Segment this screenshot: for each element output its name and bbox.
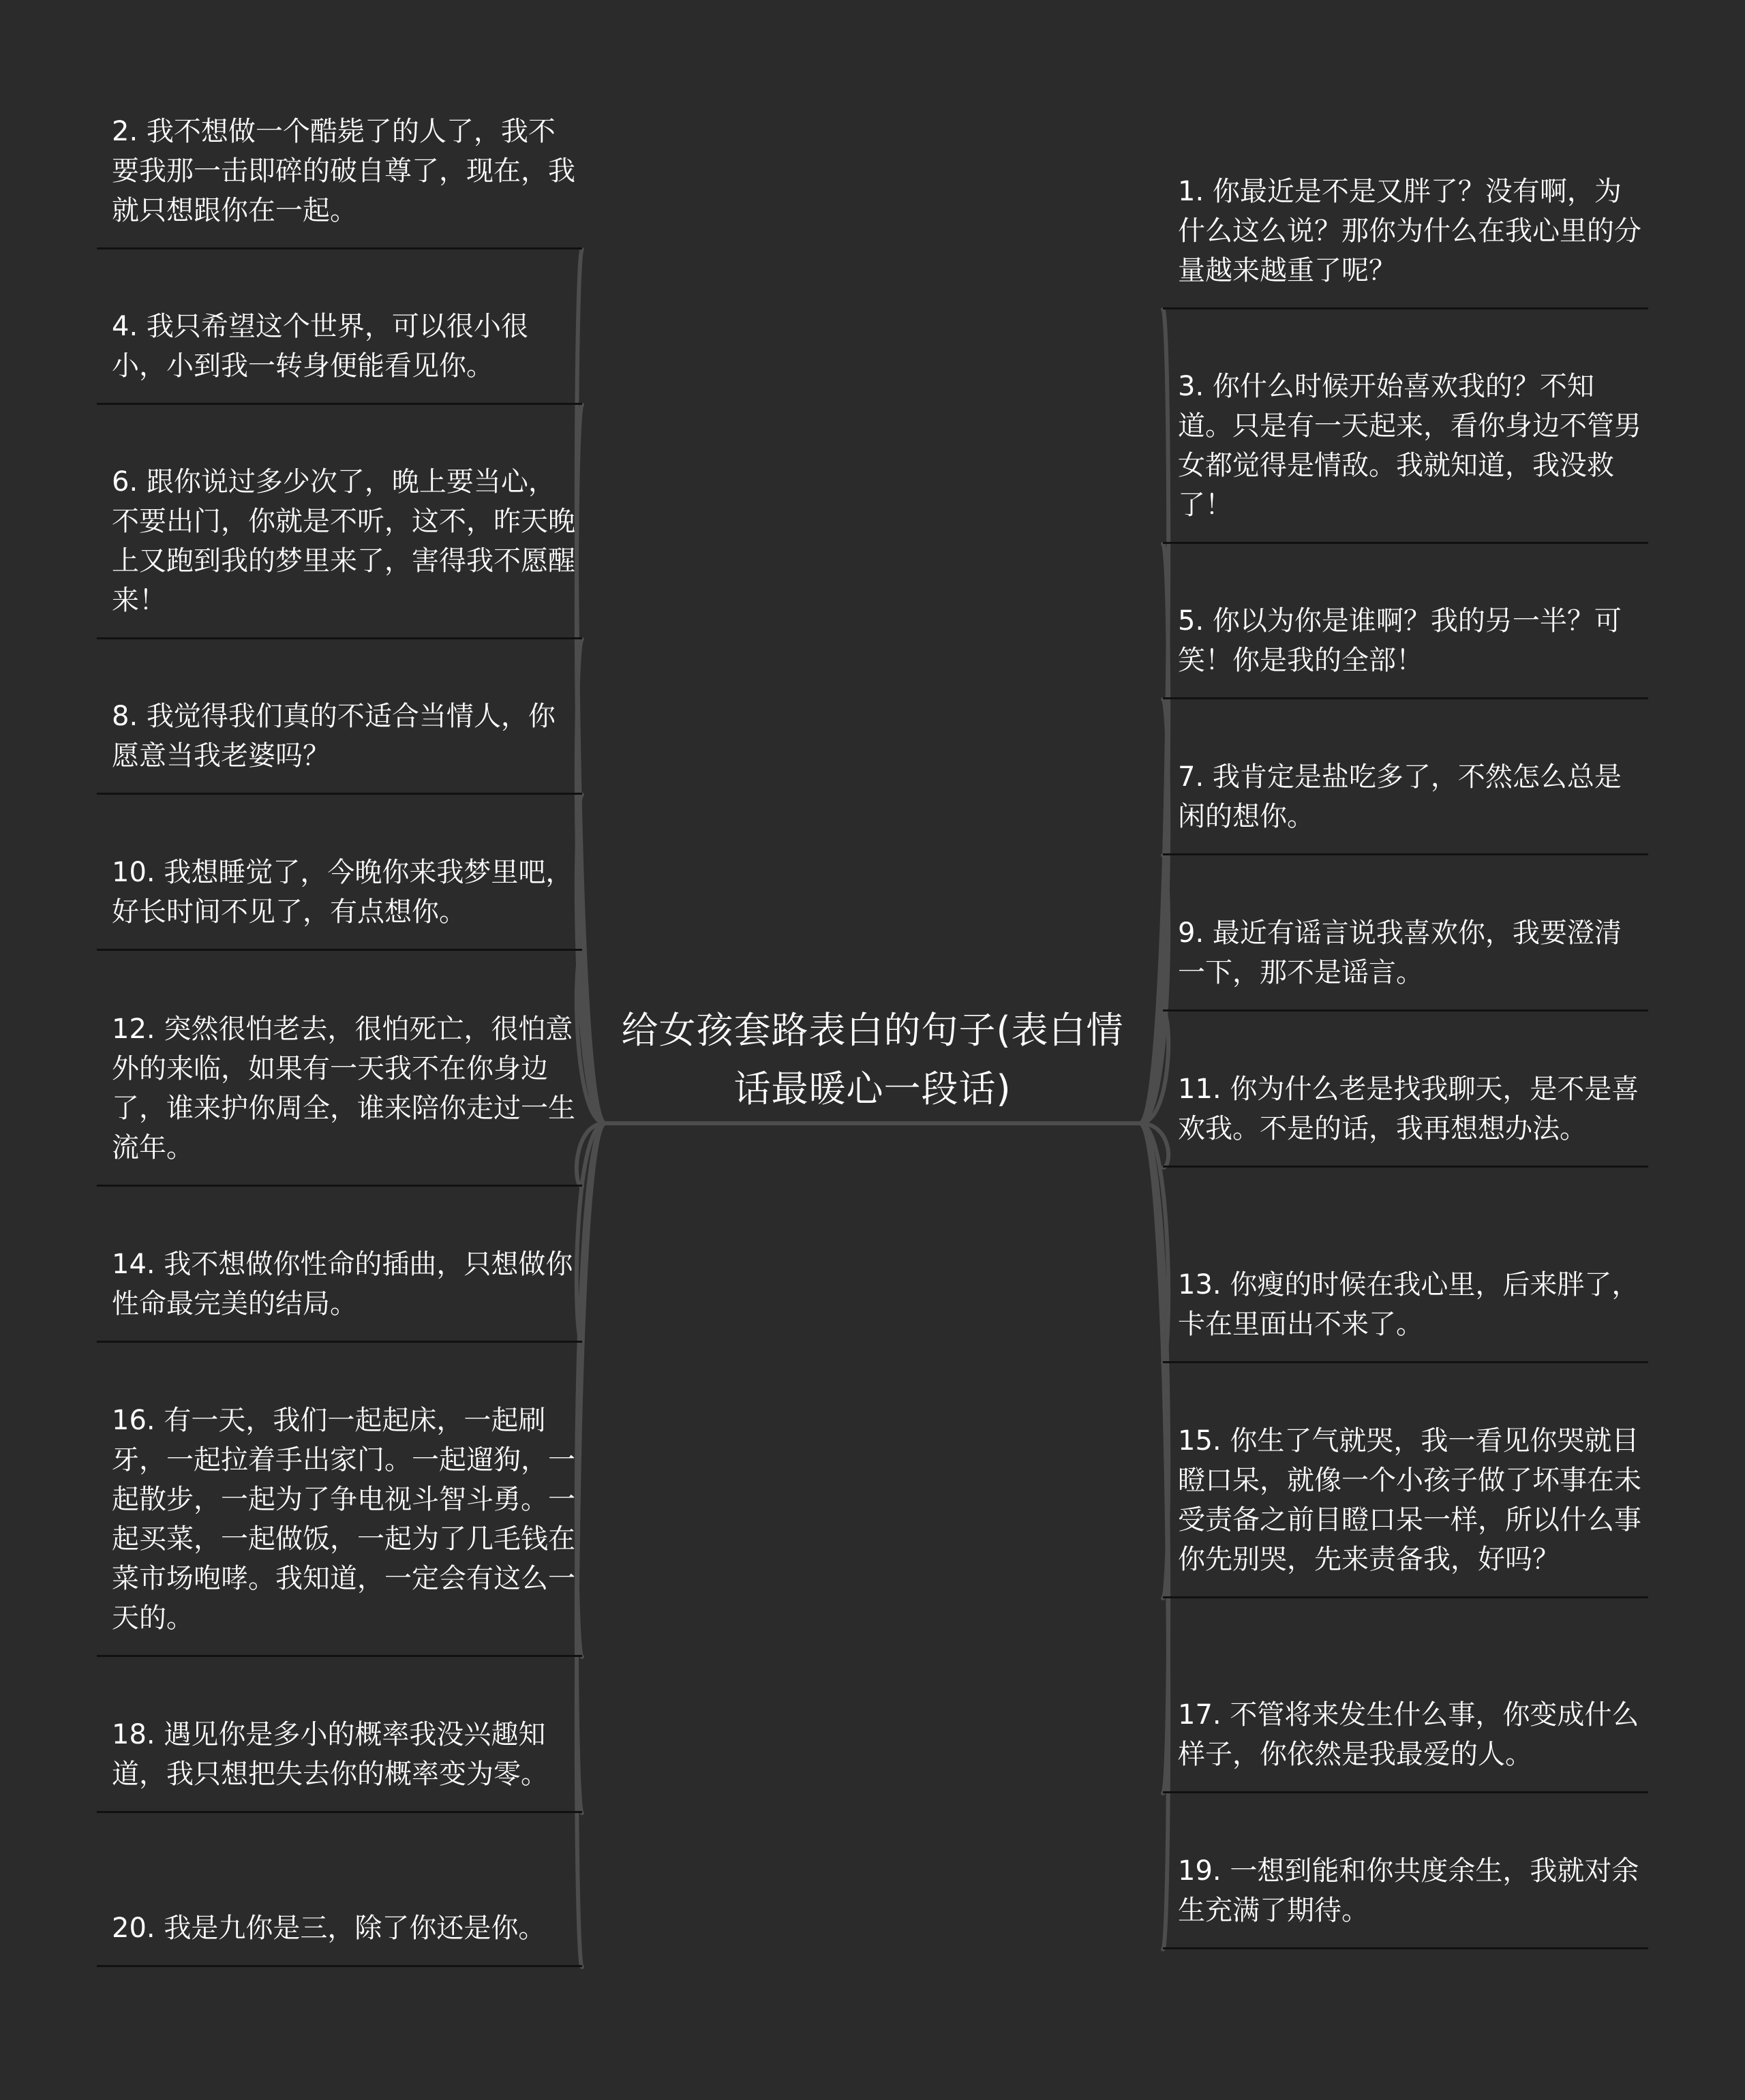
leaf-underline	[1163, 1791, 1648, 1793]
leaf-underline	[97, 1341, 582, 1343]
leaf-item-6	[97, 462, 582, 639]
leaf-text: 20. 我是九你是三，除了你还是你。	[112, 1913, 546, 1944]
leaf-item-20	[97, 1908, 582, 1967]
leaf-underline	[1163, 697, 1648, 699]
leaf-text: 2. 我不想做一个酷毙了的人了，我不要我那一击即碎的破自尊了，现在，我就只想跟你在一起。	[112, 116, 575, 226]
leaf-underline	[97, 247, 582, 249]
leaf-text: 12. 突然很怕老去，很怕死亡，很怕意外的来临，如果有一天我不在你身边了，谁来护你周全，谁来陪你走过一生流年。	[112, 1014, 575, 1163]
leaf-underline	[97, 949, 582, 951]
leaf-text: 8. 我觉得我们真的不适合当情人，你愿意当我老婆吗？	[112, 701, 556, 772]
leaf-item-5	[1163, 601, 1648, 699]
leaf-item-17	[1163, 1695, 1648, 1793]
leaf-underline	[97, 1655, 582, 1657]
leaf-text: 17. 不管将来发生什么事，你变成什么样子，你依然是我最爱的人。	[1178, 1699, 1639, 1770]
leaf-text: 11. 你为什么老是找我聊天，是不是喜欢我。不是的话，我再想想办法。	[1178, 1074, 1639, 1144]
leaf-text: 15. 你生了气就哭，我一看见你哭就目瞪口呆，就像一个小孩子做了坏事在未受责备之前目瞪口呆一样，所以什么事你先别哭，先来责备我，好吗？	[1178, 1425, 1641, 1575]
leaf-text: 9. 最近有谣言说我喜欢你，我要澄清一下，那不是谣言。	[1178, 917, 1622, 988]
leaf-underline	[1163, 542, 1648, 544]
leaf-item-3	[1163, 367, 1648, 544]
leaf-underline	[97, 637, 582, 639]
leaf-item-11	[1163, 1069, 1648, 1168]
leaf-text: 7. 我肯定是盐吃多了，不然怎么总是闲的想你。	[1178, 761, 1622, 832]
leaf-text: 16. 有一天，我们一起起床，一起刷牙，一起拉着手出家门。一起遛狗，一起散步，一起为了争电视斗智斗勇。一起买菜，一起做饭，一起为了几毛钱在菜市场咆哮。我知道，一定会有这么一天的。	[112, 1405, 575, 1634]
leaf-item-15	[1163, 1421, 1648, 1598]
leaf-underline	[97, 1811, 582, 1813]
leaf-text: 14. 我不想做你性命的插曲，只想做你性命最完美的结局。	[112, 1249, 573, 1320]
leaf-text: 19. 一想到能和你共度余生，我就对余生充满了期待。	[1178, 1855, 1639, 1926]
leaf-underline	[97, 1965, 582, 1967]
root-title: 给女孩套路表白的句子(表白情话最暖心一段话)	[621, 1009, 1124, 1110]
leaf-text: 1. 你最近是不是又胖了？没有啊，为什么这么说？那你为什么在我心里的分量越来越重了呢？	[1178, 176, 1641, 286]
leaf-text: 5. 你以为你是谁啊？我的另一半？可笑！你是我的全部！	[1178, 605, 1622, 676]
leaf-underline	[1163, 853, 1648, 855]
leaf-underline	[1163, 1009, 1648, 1011]
leaf-underline	[97, 793, 582, 795]
leaf-underline	[1163, 1166, 1648, 1168]
leaf-text: 10. 我想睡觉了，今晚你来我梦里吧，好长时间不见了，有点想你。	[112, 857, 573, 928]
leaf-item-2	[97, 112, 582, 249]
leaf-item-13	[1163, 1265, 1648, 1363]
leaf-item-1	[1163, 172, 1648, 309]
leaf-underline	[1163, 1361, 1648, 1363]
leaf-item-8	[97, 697, 582, 795]
leaf-text: 3. 你什么时候开始喜欢我的？不知道。只是有一天起来，看你身边不管男女都觉得是情敌。我就知道，我没救了！	[1178, 371, 1641, 521]
leaf-item-18	[97, 1715, 582, 1813]
leaf-text: 13. 你瘦的时候在我心里，后来胖了，卡在里面出不来了。	[1178, 1269, 1639, 1340]
leaf-underline	[97, 1185, 582, 1187]
leaf-item-19	[1163, 1851, 1648, 1949]
leaf-item-10	[97, 853, 582, 951]
leaf-underline	[97, 403, 582, 405]
leaf-underline	[1163, 307, 1648, 309]
leaf-text: 4. 我只希望这个世界，可以很小很小，小到我一转身便能看见你。	[112, 311, 528, 382]
leaf-item-16	[97, 1401, 582, 1657]
leaf-item-4	[97, 307, 582, 405]
leaf-text: 18. 遇见你是多小的概率我没兴趣知道，我只想把失去你的概率变为零。	[112, 1719, 548, 1790]
leaf-underline	[1163, 1947, 1648, 1949]
leaf-item-12	[97, 1009, 582, 1187]
leaf-item-7	[1163, 757, 1648, 855]
leaf-underline	[1163, 1596, 1648, 1598]
leaf-text: 6. 跟你说过多少次了，晚上要当心，不要出门，你就是不听，这不，昨天晚上又跑到我的梦里来了，害得我不愿醒来！	[112, 466, 575, 616]
root-topic	[613, 975, 1132, 1145]
leaf-item-9	[1163, 913, 1648, 1011]
leaf-item-14	[97, 1245, 582, 1343]
